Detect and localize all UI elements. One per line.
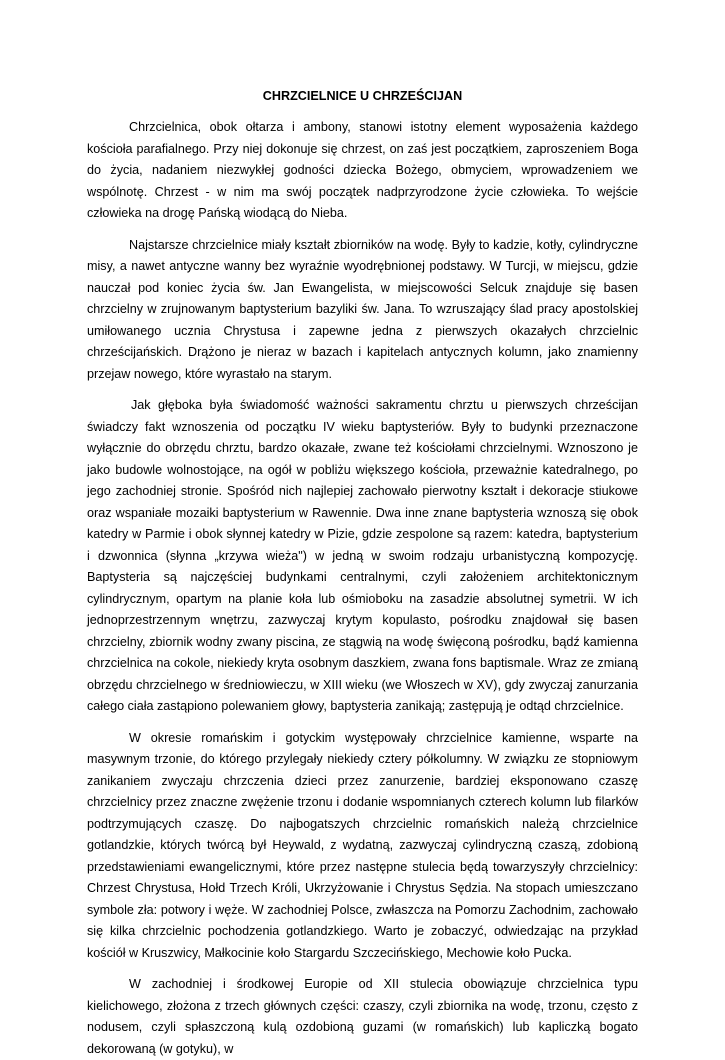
paragraph-5: W zachodniej i środkowej Europie od XII stulecia obowiązuje chrzcielnica typu kielichowego, złożona z trzech głównych części: czaszy, czyli zbiornika na wodę, trzonu, często z nodusem, czyli spłaszczoną kulą ozdobioną guzami (w romańskich) lub kapliczką bogato dekorowaną (w gotyku), w <box>87 977 638 1056</box>
paragraph-3: Jak głęboka była świadomość ważności sakramentu chrztu u pierwszych chrześcijan świadczy fakt wznoszenia od początku IV wieku baptysteriów. Były to budynki przeznaczone wyłącznie do obrzędu chrztu, bardzo okazałe, zwane też kościołami chrzcielnymi. Wznoszono je jako budowle wolnostojące, na ogół w pobliżu większego kościoła, przeważnie katedralnego, po jego zachodniej stronie. Spośród nich najlepiej zachowało pierwotny kształt i dekoracje stiukowe oraz wspaniałe mozaiki baptysterium w Rawennie. Dwa inne znane baptysteria wznoszą się obok katedry w Parmie i obok słynnej katedry w Pizie, gdzie zespolone są razem: katedra, baptysterium i dzwonnica (słynna „krzywa wieża") w jedną w swoim rodzaju urbanistyczną kompozycję. Baptysteria są najczęściej budynkami centralnymi, czyli założeniem architektonicznym cylindrycznym, opartym na planie koła lub ośmioboku na zasadzie absolutnej symetrii. W ich jednoprzestrzennym wnętrzu, zazwyczaj krytym kopulasto, pośrodku znajdował się basen chrzcielny, zbiornik wodny zwany piscina, ze stągwią na wodę święconą pośrodku, bądź kamienna chrzcielnica na cokole, niekiedy kryta osobnym daszkiem, zwana fons baptismale. Wraz ze zmianą obrzędu chrzcielnego w średniowieczu, w XIII wieku (we Włoszech w XV), gdy zwyczaj zanurzania całego ciała zastąpiono polewaniem głowy, baptysteria zanikają; zastępują je odtąd chrzcielnice. <box>87 398 638 713</box>
paragraph-4: W okresie romańskim i gotyckim występowały chrzcielnice kamienne, wsparte na masywnym trzonie, do którego przylegały niekiedy cztery półkolumny. W związku ze stopniowym zanikaniem zwyczaju chrzczenia dzieci przez zanurzenie, bardziej eksponowano czaszę chrzcielnicy przez znaczne zwężenie trzonu i dodanie wspomnianych czterech kolumn lub filarków podtrzymujących czaszę. Do najbogatszych chrzcielnic romańskich należą chrzcielnice gotlandzkie, których twórcą był Heywald, z wydatną, zazwyczaj cylindryczną czaszą, zdobioną przedstawieniami ewangelicznymi, które przez następne stulecia będą towarzyszyły chrzcielnicy: Chrzest Chrystusa, Hołd Trzech Króli, Ukrzyżowanie i Chrystus Sędzia. Na stopach umieszczano symbole zła: potwory i węże. W zachodniej Polsce, zwłaszcza na Pomorzu Zachodnim, zachowało się kilka chrzcielnic pochodzenia gotlandzkiego. Warto je zobaczyć, odwiedzając na przykład kościół w Kruszwicy, Małkocinie koło Stargardu Szczecińskiego, Mechowie koło Pucka. <box>87 730 638 960</box>
document-title: CHRZCIELNICE U CHRZEŚCIJAN <box>262 89 463 103</box>
paragraph-1: Chrzcielnica, obok ołtarza i ambony, stanowi istotny element wyposażenia każdego kościoła parafialnego. Przy niej dokonuje się chrzest, on zaś jest początkiem, zaproszeniem Boga do życia, nadaniem niezwykłej godności dziecka Bożego, obmyciem, wprowadzeniem we wspólnotę. Chrzest - w nim ma swój początek nadprzyrodzone życie człowieka. To wejście człowieka na drogę Pańską wiodącą do Nieba. <box>87 120 638 220</box>
paragraph-2: Najstarsze chrzcielnice miały kształt zbiorników na wodę. Były to kadzie, kotły, cylindryczne misy, a nawet antyczne wanny bez wyraźnie wyodrębnionej podstawy. W Turcji, w miejscu, gdzie nauczał pod koniec życia św. Jan Ewangelista, w miejscowości Selcuk znajduje się basen chrzcielny w zrujnowanym baptysterium bazyliki św. Jana. To wzruszający ślad pracy apostolskiej umiłowanego ucznia Chrystusa i zapewne jedna z pierwszych okazałych chrzcielnic chrześcijańskich. Drążono je nieraz w bazach i kapitelach antycznych kolumn, jako znamienny przejaw nowego, które wyrastało na starym. <box>87 237 638 381</box>
